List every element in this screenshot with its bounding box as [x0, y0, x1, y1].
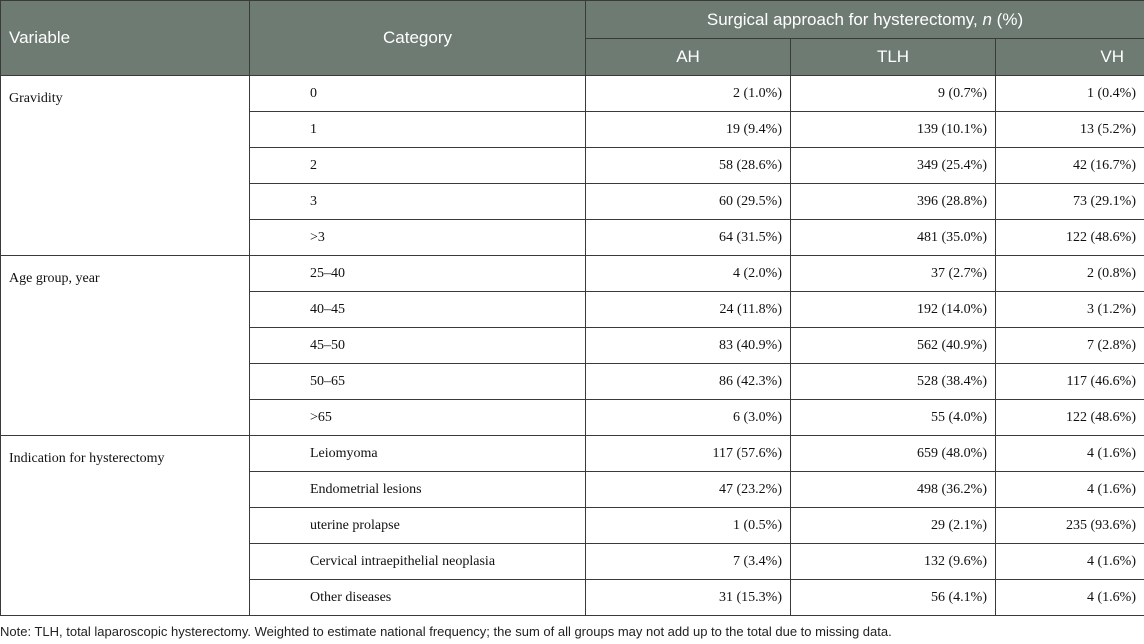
vh-value-cell: 4 (1.6%)	[996, 544, 1144, 580]
tlh-value-cell: 192 (14.0%)	[791, 292, 996, 328]
table-body	[1, 76, 1144, 616]
tlh-value-cell: 396 (28.8%)	[791, 184, 996, 220]
category-cell: Other diseases	[250, 580, 586, 616]
n-symbol: n	[982, 9, 992, 29]
vh-value-cell: 235 (93.6%)	[996, 508, 1144, 544]
category-cell: uterine prolapse	[250, 508, 586, 544]
tlh-value-cell: 132 (9.6%)	[791, 544, 996, 580]
vh-value-cell: 7 (2.8%)	[996, 328, 1144, 364]
vh-value-cell: 3 (1.2%)	[996, 292, 1144, 328]
table-row	[1, 436, 1144, 472]
ah-value-cell: 83 (40.9%)	[586, 328, 791, 364]
category-column-header: Category	[250, 1, 586, 76]
tlh-value-cell: 498 (36.2%)	[791, 472, 996, 508]
vh-value-cell: 4 (1.6%)	[996, 472, 1144, 508]
category-cell: >3	[250, 220, 586, 256]
tlh-value-cell: 37 (2.7%)	[791, 256, 996, 292]
ah-value-cell: 117 (57.6%)	[586, 436, 791, 472]
surgical-approach-header	[586, 1, 1144, 39]
vh-column-header: VH	[996, 39, 1144, 76]
vh-value-cell: 4 (1.6%)	[996, 580, 1144, 616]
tlh-value-cell: 562 (40.9%)	[791, 328, 996, 364]
vh-value-cell: 122 (48.6%)	[996, 400, 1144, 436]
tlh-value-cell: 659 (48.0%)	[791, 436, 996, 472]
vh-value-cell: 2 (0.8%)	[996, 256, 1144, 292]
category-cell: 50–65	[250, 364, 586, 400]
tlh-value-cell: 139 (10.1%)	[791, 112, 996, 148]
tlh-value-cell: 56 (4.1%)	[791, 580, 996, 616]
header-row	[1, 1, 1144, 39]
tlh-value-cell: 29 (2.1%)	[791, 508, 996, 544]
table-note: Note: TLH, total laparoscopic hysterectomy. Weighted to estimate national frequency; the sum of all groups may not add up to the total due to missing data.	[0, 624, 892, 639]
vh-value-cell: 73 (29.1%)	[996, 184, 1144, 220]
surgical-approach-label: Surgical approach for hysterectomy,	[706, 9, 983, 29]
category-cell: 0	[250, 76, 586, 112]
variable-cell: Indication for hysterectomy	[1, 436, 250, 616]
vh-value-cell: 4 (1.6%)	[996, 436, 1144, 472]
tlh-value-cell: 349 (25.4%)	[791, 148, 996, 184]
category-cell: 25–40	[250, 256, 586, 292]
ah-value-cell: 24 (11.8%)	[586, 292, 791, 328]
tlh-value-cell: 481 (35.0%)	[791, 220, 996, 256]
ah-value-cell: 31 (15.3%)	[586, 580, 791, 616]
ah-value-cell: 7 (3.4%)	[586, 544, 791, 580]
vh-value-cell: 13 (5.2%)	[996, 112, 1144, 148]
ah-value-cell: 64 (31.5%)	[586, 220, 791, 256]
table-row	[1, 256, 1144, 292]
variable-column-header: Variable	[1, 1, 250, 76]
ah-value-cell: 4 (2.0%)	[586, 256, 791, 292]
vh-value-cell: 122 (48.6%)	[996, 220, 1144, 256]
vh-value-cell: 117 (46.6%)	[996, 364, 1144, 400]
vh-value-cell: 42 (16.7%)	[996, 148, 1144, 184]
category-cell: Cervical intraepithelial neoplasia	[250, 544, 586, 580]
category-cell: Endometrial lesions	[250, 472, 586, 508]
ah-value-cell: 58 (28.6%)	[586, 148, 791, 184]
ah-value-cell: 1 (0.5%)	[586, 508, 791, 544]
category-cell: 3	[250, 184, 586, 220]
ah-column-header: AH	[586, 39, 791, 76]
table-row	[1, 76, 1144, 112]
table-header	[1, 1, 1144, 76]
tlh-value-cell: 55 (4.0%)	[791, 400, 996, 436]
variable-cell: Age group, year	[1, 256, 250, 436]
category-cell: 1	[250, 112, 586, 148]
percent-label: (%)	[991, 9, 1024, 29]
category-cell: 40–45	[250, 292, 586, 328]
vh-value-cell: 1 (0.4%)	[996, 76, 1144, 112]
ah-value-cell: 86 (42.3%)	[586, 364, 791, 400]
category-cell: 2	[250, 148, 586, 184]
ah-value-cell: 47 (23.2%)	[586, 472, 791, 508]
category-cell: 45–50	[250, 328, 586, 364]
ah-value-cell: 19 (9.4%)	[586, 112, 791, 148]
category-cell: >65	[250, 400, 586, 436]
variable-cell: Gravidity	[1, 76, 250, 256]
category-cell: Leiomyoma	[250, 436, 586, 472]
ah-value-cell: 60 (29.5%)	[586, 184, 791, 220]
ah-value-cell: 2 (1.0%)	[586, 76, 791, 112]
tlh-column-header: TLH	[791, 39, 996, 76]
ah-value-cell: 6 (3.0%)	[586, 400, 791, 436]
tlh-value-cell: 528 (38.4%)	[791, 364, 996, 400]
tlh-value-cell: 9 (0.7%)	[791, 76, 996, 112]
